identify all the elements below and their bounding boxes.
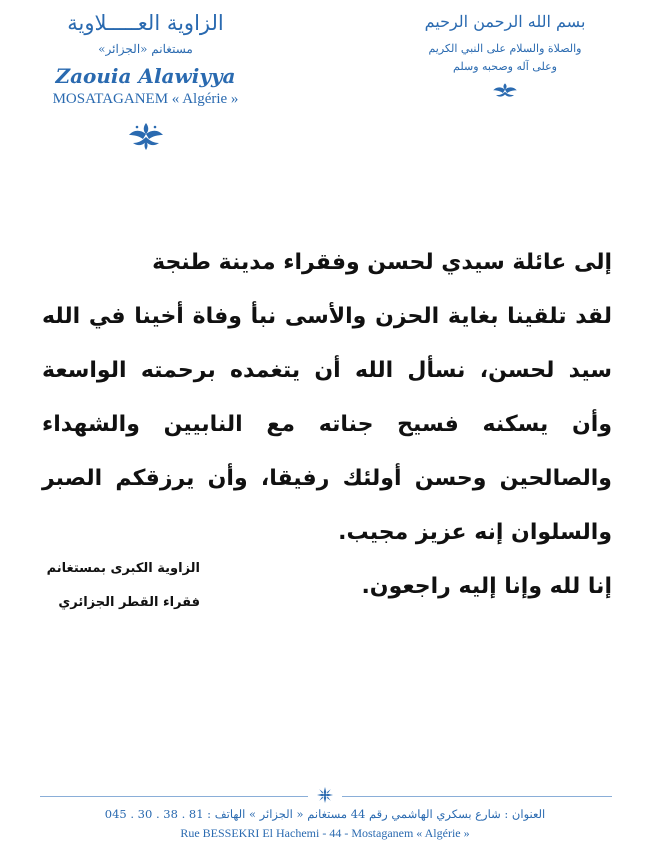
letter-closing: إنا لله وإنا إليه راجعون.	[361, 574, 612, 599]
letterhead-left	[48, 8, 243, 151]
zaouia-arabic-city: مستغانم «الجزائر»	[98, 42, 193, 56]
footer-address-latin: Rue BESSEKRI El Hachemi - 44 - Mostaganem « Algérie »	[180, 826, 470, 840]
ornament-icon	[125, 121, 167, 151]
signature-block	[40, 552, 200, 620]
letter-paragraph: لقد تلقينا بغاية الحزن والأسى نبأ وفاة أخينا في الله سيد لحسن، نسأل الله أن يتغمده برحمته الواسعة وأن يسكنه فسيح جناته مع النابيين والشهداء والصالحين وحسن أولئك رفيقا، وأن يرزقكم الصبر والسلوان إنه عزيز مجيب.	[42, 304, 612, 545]
footer-divider-left	[40, 796, 308, 797]
basmala: بسم الله الرحمن الرحيم	[424, 12, 586, 31]
signature-line-1: الزاوية الكبرى بمستغانم	[46, 561, 200, 576]
zaouia-latin-city: MOSATAGANEM « Algérie »	[52, 91, 239, 107]
footer-divider-right	[342, 796, 612, 797]
footer-address-arabic: العنوان : شارع بسكري الهاشمي رقم 44 مستغانم « الجزائر » الهاتف : 81 . 38 . 30 . 045	[104, 807, 546, 821]
footer-star-icon	[316, 786, 334, 804]
ornament-small-icon	[490, 82, 520, 100]
signature-line-2: فقراء القطر الجزائري	[58, 595, 200, 610]
salat-line-2: وعلى آله وصحبه وسلم	[453, 60, 557, 73]
salat-line-1: والصلاة والسلام على النبي الكريم	[428, 42, 582, 55]
zaouia-arabic-name: الزاوية العـــــلاوية	[67, 11, 224, 35]
letter-addressee: إلى عائلة سيدي لحسن وفقراء مدينة طنجة	[152, 250, 612, 275]
letterhead-right	[410, 4, 600, 100]
zaouia-latin-name: Zaouia Alawiyya	[55, 64, 236, 88]
